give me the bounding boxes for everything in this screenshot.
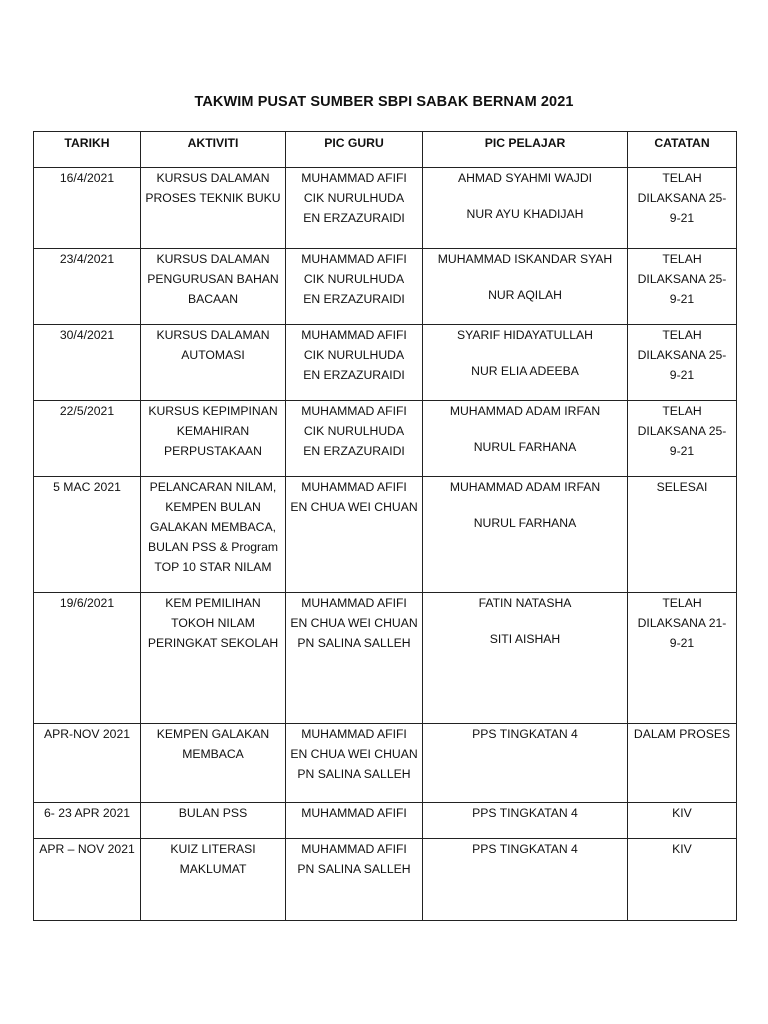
cell-catatan: SELESAI bbox=[628, 477, 737, 593]
cell-tarikh: APR – NOV 2021 bbox=[34, 839, 141, 921]
table-row bbox=[34, 401, 737, 477]
cell-aktiviti: PELANCARAN NILAM, KEMPEN BULAN GALAKAN MEMBACA, BULAN PSS & Program TOP 10 STAR NILAM bbox=[141, 477, 286, 593]
cell-pic-pelajar: PPS TINGKATAN 4 bbox=[423, 839, 628, 921]
cell-catatan: TELAH DILAKSANA 21- 9-21 bbox=[628, 593, 737, 724]
cell-catatan: TELAH DILAKSANA 25- 9-21 bbox=[628, 401, 737, 477]
cell-tarikh: 23/4/2021 bbox=[34, 249, 141, 325]
cell-aktiviti: KURSUS DALAMAN PENGURUSAN BAHAN BACAAN bbox=[141, 249, 286, 325]
header-pic-guru: PIC GURU bbox=[286, 132, 423, 168]
cell-pic-pelajar: PPS TINGKATAN 4 bbox=[423, 803, 628, 839]
cell-tarikh: 30/4/2021 bbox=[34, 325, 141, 401]
cell-pic-guru: MUHAMMAD AFIFI CIK NURULHUDA EN ERZAZURAIDI bbox=[286, 401, 423, 477]
cell-tarikh: 5 MAC 2021 bbox=[34, 477, 141, 593]
cell-pic-guru: MUHAMMAD AFIFI CIK NURULHUDA EN ERZAZURAIDI bbox=[286, 168, 423, 249]
cell-tarikh: APR-NOV 2021 bbox=[34, 724, 141, 803]
cell-pic-pelajar: PPS TINGKATAN 4 bbox=[423, 724, 628, 803]
cell-tarikh: 16/4/2021 bbox=[34, 168, 141, 249]
cell-pic-guru: MUHAMMAD AFIFI PN SALINA SALLEH bbox=[286, 839, 423, 921]
table-row bbox=[34, 803, 737, 839]
cell-tarikh: 22/5/2021 bbox=[34, 401, 141, 477]
cell-aktiviti: KUIZ LITERASI MAKLUMAT bbox=[141, 839, 286, 921]
cell-pic-guru: MUHAMMAD AFIFI EN CHUA WEI CHUAN PN SALINA SALLEH bbox=[286, 593, 423, 724]
cell-catatan: TELAH DILAKSANA 25- 9-21 bbox=[628, 168, 737, 249]
cell-pic-pelajar: MUHAMMAD ADAM IRFAN NURUL FARHANA bbox=[423, 401, 628, 477]
cell-pic-guru: MUHAMMAD AFIFI bbox=[286, 803, 423, 839]
cell-aktiviti: KURSUS KEPIMPINAN KEMAHIRAN PERPUSTAKAAN bbox=[141, 401, 286, 477]
table-row bbox=[34, 325, 737, 401]
cell-aktiviti: KURSUS DALAMAN PROSES TEKNIK BUKU bbox=[141, 168, 286, 249]
cell-tarikh: 19/6/2021 bbox=[34, 593, 141, 724]
table-row bbox=[34, 168, 737, 249]
header-aktiviti: AKTIVITI bbox=[141, 132, 286, 168]
cell-catatan: KIV bbox=[628, 803, 737, 839]
cell-catatan: DALAM PROSES bbox=[628, 724, 737, 803]
table-row bbox=[34, 249, 737, 325]
cell-aktiviti: KURSUS DALAMAN AUTOMASI bbox=[141, 325, 286, 401]
table-row bbox=[34, 724, 737, 803]
page-title: TAKWIM PUSAT SUMBER SBPI SABAK BERNAM 2021 bbox=[194, 94, 574, 110]
cell-pic-pelajar: SYARIF HIDAYATULLAH NUR ELIA ADEEBA bbox=[423, 325, 628, 401]
cell-pic-guru: MUHAMMAD AFIFI CIK NURULHUDA EN ERZAZURAIDI bbox=[286, 325, 423, 401]
header-catatan: CATATAN bbox=[628, 132, 737, 168]
cell-aktiviti: KEMPEN GALAKAN MEMBACA bbox=[141, 724, 286, 803]
cell-aktiviti: BULAN PSS bbox=[141, 803, 286, 839]
cell-aktiviti: KEM PEMILIHAN TOKOH NILAM PERINGKAT SEKOLAH bbox=[141, 593, 286, 724]
cell-pic-guru: MUHAMMAD AFIFI CIK NURULHUDA EN ERZAZURAIDI bbox=[286, 249, 423, 325]
header-tarikh: TARIKH bbox=[34, 132, 141, 168]
cell-pic-guru: MUHAMMAD AFIFI EN CHUA WEI CHUAN bbox=[286, 477, 423, 593]
cell-pic-pelajar: MUHAMMAD ISKANDAR SYAH NUR AQILAH bbox=[423, 249, 628, 325]
header-pic-pelajar: PIC PELAJAR bbox=[423, 132, 628, 168]
cell-catatan: TELAH DILAKSANA 25- 9-21 bbox=[628, 249, 737, 325]
cell-tarikh: 6- 23 APR 2021 bbox=[34, 803, 141, 839]
takwim-table bbox=[33, 131, 737, 921]
table-row bbox=[34, 839, 737, 921]
cell-pic-pelajar: MUHAMMAD ADAM IRFAN NURUL FARHANA bbox=[423, 477, 628, 593]
table-header-row bbox=[34, 132, 737, 168]
cell-catatan: TELAH DILAKSANA 25- 9-21 bbox=[628, 325, 737, 401]
cell-pic-pelajar: FATIN NATASHA SITI AISHAH bbox=[423, 593, 628, 724]
cell-pic-guru: MUHAMMAD AFIFI EN CHUA WEI CHUAN PN SALINA SALLEH bbox=[286, 724, 423, 803]
cell-pic-pelajar: AHMAD SYAHMI WAJDI NUR AYU KHADIJAH bbox=[423, 168, 628, 249]
table-row bbox=[34, 593, 737, 724]
cell-catatan: KIV bbox=[628, 839, 737, 921]
table-row bbox=[34, 477, 737, 593]
